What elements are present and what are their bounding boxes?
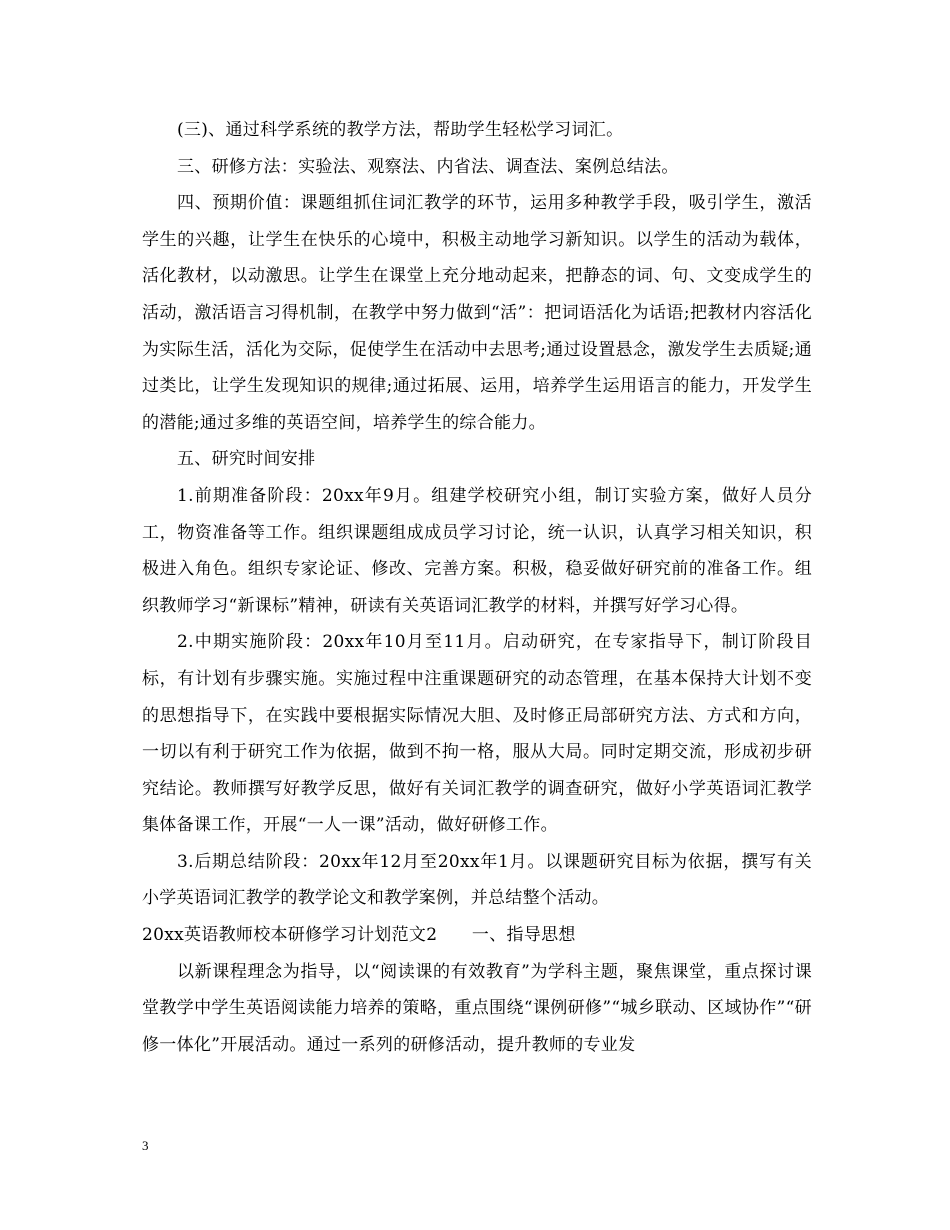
heading-sample-2: 20xx英语教师校本研修学习计划范文2 一、指导思想: [142, 925, 576, 946]
paragraph-guiding-ideology: 以新课程理念为指导，以“阅读课的有效教育”为学科主题，聚焦课堂，重点探讨课堂教学中学生英语阅读能力培养的策略，重点围绕“课例研修”“城乡联动、区域协作”“研修一体化”开展活动。通过一系列的研修活动，提升教师的专业发: [142, 961, 812, 1055]
heading-schedule: 五、研究时间安排: [177, 449, 316, 470]
paragraph-method-summary: (三)、通过科学系统的教学方法，帮助学生轻松学习词汇。: [177, 120, 624, 140]
paragraph-phase-implementation: 2.中期实施阶段：20xx年10月至11月。启动研究，在专家指导下，制订阶段目标，有计划有步骤实施。实施过程中注重课题研究的动态管理，在基本保持大计划不变的思想指导下，在实践中要根据实际情况大胆、及时修正局部研究方法、方式和方向，一切以有利于研究工作为依据，做到不拘一格，服从大局。同时定期交流，形成初步研究结论。教师撰写好教学反思，做好有关词汇教学的调查研究，做好小学英语词汇教学集体备课工作，开展“一人一课”活动，做好研修工作。: [142, 632, 812, 836]
paragraph-research-methods: 三、研修方法：实验法、观察法、内省法、调查法、案例总结法。: [177, 156, 679, 177]
document-body: [142, 112, 812, 1063]
paragraph-expected-value: 四、预期价值：课题组抓住词汇教学的环节，运用多种教学手段，吸引学生，激活学生的兴趣，让学生在快乐的心境中，积极主动地学习新知识。以学生的活动为载体，活化教材，以动激思。让学生在课堂上充分地动起来，把静态的词、句、文变成学生的活动，激活语言习得机制，在教学中努力做到“活”：把词语活化为话语;把教材内容活化为实际生活，活化为交际，促使学生在活动中去思考;通过设置悬念，激发学生去质疑;通过类比，让学生发现知识的规律;通过拓展、运用，培养学生运用语言的能力，开发学生的潜能;通过多维的英语空间，培养学生的综合能力。: [142, 193, 812, 433]
page-number: 3: [142, 1138, 149, 1153]
paragraph-phase-preparation: 1.前期准备阶段：20xx年9月。组建学校研究小组，制订实验方案，做好人员分工，物资准备等工作。组织课题组成成员学习讨论，统一认识，认真学习相关知识，积极进入角色。组织专家论证、修改、完善方案。积极，稳妥做好研究前的准备工作。组织教师学习“新课标”精神，研读有关英语词汇教学的材料，并撰写好学习心得。: [142, 485, 812, 616]
paragraph-phase-summary: 3.后期总结阶段：20xx年12月至20xx年1月。以课题研究目标为依据，撰写有关小学英语词汇教学的教学论文和教学案例，并总结整个活动。: [142, 851, 812, 909]
